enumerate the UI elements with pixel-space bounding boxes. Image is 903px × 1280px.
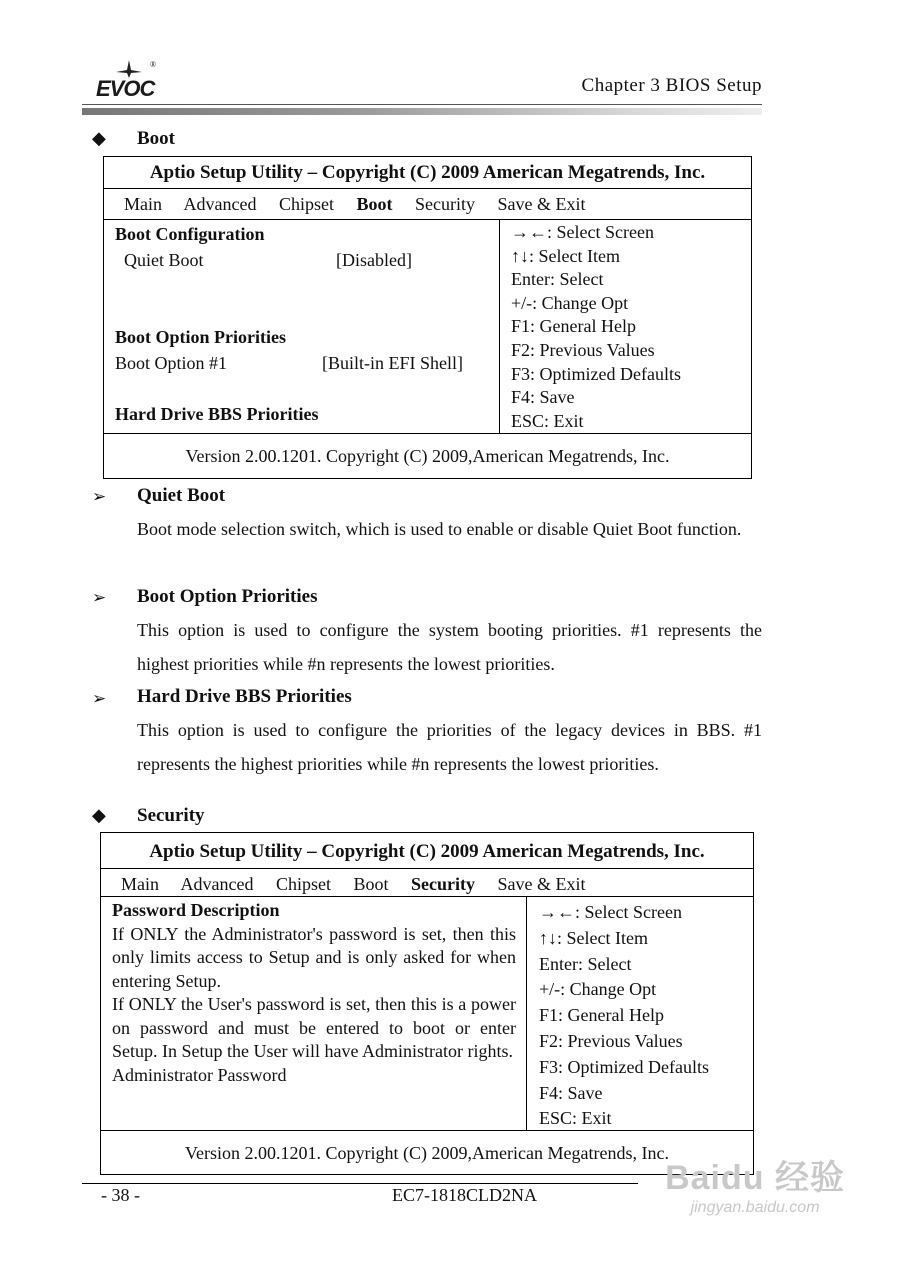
menu-save-exit[interactable]: Save & Exit xyxy=(497,194,586,214)
chapter-title: Chapter 3 BIOS Setup xyxy=(581,75,762,96)
administrator-password-item[interactable]: Administrator Password xyxy=(112,1064,287,1085)
quiet-boot-label[interactable]: Quiet Boot xyxy=(124,250,204,270)
bios-help-panel xyxy=(539,897,753,1130)
quiet-boot-value[interactable]: [Disabled] xyxy=(336,250,412,270)
watermark-brand: Baidu 经验 xyxy=(665,1159,845,1197)
key-f3: F3: Optimized Defaults xyxy=(539,1056,709,1077)
boot-option-1-value[interactable]: [Built-in EFI Shell] xyxy=(322,353,463,373)
key-select-screen: →←: Select Screen xyxy=(539,902,682,922)
menu-security[interactable]: Security xyxy=(415,194,475,214)
header-bar xyxy=(82,108,762,115)
arrow-bullet-icon: ➢ xyxy=(92,689,107,708)
key-select-item: ↑↓: Select Item xyxy=(539,927,648,948)
security-bios-table xyxy=(100,832,754,1175)
key-esc: ESC: Exit xyxy=(511,410,584,431)
menu-advanced[interactable]: Advanced xyxy=(180,874,254,894)
key-f2: F2: Previous Values xyxy=(539,1030,683,1051)
boot-bios-table xyxy=(103,156,752,479)
hdd-bbs-heading[interactable]: Hard Drive BBS Priorities xyxy=(115,404,319,424)
quiet-boot-text: Boot mode selection switch, which is used to enable or disable Quiet Boot function. xyxy=(137,519,742,539)
diamond-bullet-icon: ◆ xyxy=(92,805,106,825)
hdd-bbs-title: Hard Drive BBS Priorities xyxy=(137,686,352,707)
admin-password-info: If ONLY the Administrator's password is set, then this only limits access to Setup and is only asked for when entering Setup. xyxy=(112,923,516,991)
boot-priorities-text: This option is used to configure the system booting priorities. #1 represents the highest priorities while #n represents the lowest priorities. xyxy=(137,620,762,674)
bios-body xyxy=(104,220,751,434)
boot-section-heading: Boot xyxy=(137,128,175,149)
baidu-watermark xyxy=(665,1150,845,1217)
boot-priorities-heading: Boot Option Priorities xyxy=(115,327,286,347)
key-f1: F1: General Help xyxy=(511,316,636,337)
key-change-opt: +/-: Change Opt xyxy=(539,979,657,1000)
boot-config-heading: Boot Configuration xyxy=(115,224,265,244)
bios-body xyxy=(101,897,753,1131)
menu-chipset[interactable]: Chipset xyxy=(275,874,331,894)
bios-version-footer: Version 2.00.1201. Copyright (C) 2009,American Megatrends, Inc. xyxy=(185,446,670,466)
security-section-heading: Security xyxy=(137,805,205,826)
watermark-url: jingyan.baidu.com xyxy=(690,1199,820,1216)
key-select-screen: →←: Select Screen xyxy=(511,222,654,242)
menu-main[interactable]: Main xyxy=(121,874,159,894)
bios-help-panel xyxy=(511,220,751,433)
page-number: - 38 - xyxy=(101,1185,140,1205)
key-change-opt: +/-: Change Opt xyxy=(511,292,629,313)
arrow-bullet-icon: ➢ xyxy=(92,487,107,506)
bios-menu-bar xyxy=(104,189,751,220)
bios-title: Aptio Setup Utility – Copyright (C) 2009 American Megatrends, Inc. xyxy=(101,833,753,869)
quiet-boot-title: Quiet Boot xyxy=(137,485,226,506)
boot-option-1-label[interactable]: Boot Option #1 xyxy=(115,353,228,373)
key-enter: Enter: Select xyxy=(539,953,632,974)
bios-options-panel xyxy=(101,897,527,1130)
key-f3: F3: Optimized Defaults xyxy=(511,363,681,384)
arrow-bullet-icon: ➢ xyxy=(92,588,107,607)
bios-menu-bar xyxy=(101,869,753,897)
logo-text: EVOC xyxy=(96,76,155,101)
password-description-heading: Password Description xyxy=(112,900,280,920)
key-f1: F1: General Help xyxy=(539,1005,664,1026)
bios-options-panel xyxy=(104,220,500,433)
diamond-bullet-icon: ◆ xyxy=(92,128,106,148)
menu-boot[interactable]: Boot xyxy=(356,194,393,214)
key-f4: F4: Save xyxy=(539,1082,603,1103)
footer-rule xyxy=(82,1183,638,1184)
key-esc: ESC: Exit xyxy=(539,1108,612,1129)
bios-title: Aptio Setup Utility – Copyright (C) 2009 American Megatrends, Inc. xyxy=(104,157,751,189)
user-password-info: If ONLY the User's password is set, then this is a power on password and must be entered to boot or enter Setup. In Setup the User will have Administrator rights. xyxy=(112,994,516,1061)
menu-security[interactable]: Security xyxy=(411,874,475,894)
bios-version-footer: Version 2.00.1201. Copyright (C) 2009,American Megatrends, Inc. xyxy=(185,1143,669,1163)
key-enter: Enter: Select xyxy=(511,269,604,290)
header-rule xyxy=(82,104,762,105)
evoc-logo: ® EVOC xyxy=(96,60,157,101)
menu-save-exit[interactable]: Save & Exit xyxy=(497,874,586,894)
key-select-item: ↑↓: Select Item xyxy=(511,245,620,266)
menu-advanced[interactable]: Advanced xyxy=(183,194,257,214)
model-number: EC7-1818CLD2NA xyxy=(392,1185,537,1205)
boot-priorities-title: Boot Option Priorities xyxy=(137,586,318,607)
menu-chipset[interactable]: Chipset xyxy=(278,194,334,214)
key-f2: F2: Previous Values xyxy=(511,339,655,360)
key-f4: F4: Save xyxy=(511,387,575,408)
menu-boot[interactable]: Boot xyxy=(353,874,389,894)
hdd-bbs-text: This option is used to configure the priorities of the legacy devices in BBS. #1 represents the highest priorities while #n represents the lowest priorities. xyxy=(137,720,762,774)
menu-main[interactable]: Main xyxy=(124,194,162,214)
